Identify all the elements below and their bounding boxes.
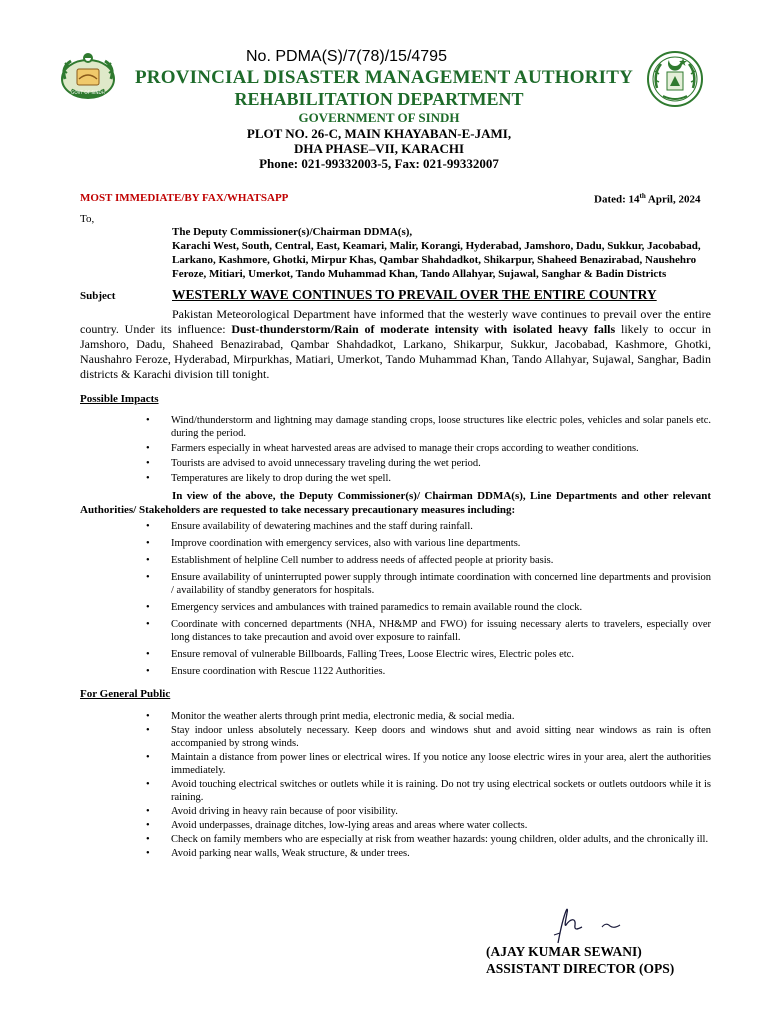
public-advice-item-text: Stay indoor unless absolutely necessary. Keep doors and windows shut and avoid sitting near windows as rain is often accompanied by strong winds.	[171, 725, 711, 749]
bullet-icon: •	[146, 725, 150, 736]
bullet-icon: •	[146, 666, 150, 677]
measure-item-text: Ensure coordination with Rescue 1122 Authorities.	[171, 666, 386, 677]
public-advice-item	[146, 819, 711, 832]
measure-item	[146, 601, 711, 614]
bullet-icon: •	[146, 806, 150, 817]
public-advice-item-text: Check on family members who are especially at risk from weather hazards: young children, older adults, and the chronically ill.	[171, 834, 709, 845]
measure-item	[146, 571, 711, 597]
public-advice-item-text: Maintain a distance from power lines or electrical wires. If you notice any loose electric wires in your area, alert the authorities immediately.	[171, 752, 711, 776]
public-advice-item-text: Avoid driving in heavy rain because of poor visibility.	[171, 806, 398, 817]
public-advice-list	[146, 710, 711, 861]
signatory-name: (AJAY KUMAR SEWANI)	[486, 944, 642, 959]
organization-name: PROVINCIAL DISASTER MANAGEMENT AUTHORITY	[134, 67, 634, 88]
impact-item-text: Farmers especially in wheat harvested areas are advised to manage their crops according to weather conditions.	[171, 443, 639, 454]
bullet-icon: •	[146, 415, 150, 426]
public-heading: For General Public	[80, 688, 171, 700]
measure-item	[146, 520, 711, 533]
measure-item-text: Establishment of helpline Cell number to address needs of affected people at priority basis.	[171, 555, 554, 566]
measure-item-text: Ensure availability of uninterrupted power supply through intimate coordination with concerned line departments and provision / availability of standby generators for hospitals.	[171, 572, 711, 596]
impact-item	[146, 457, 711, 470]
bullet-icon: •	[146, 834, 150, 845]
bullet-icon: •	[146, 649, 150, 660]
subject-label: Subject	[80, 290, 116, 302]
address-line-1: PLOT NO. 26-C, MAIN KHAYABAN-E-JAMI,	[246, 126, 512, 141]
public-advice-item-text: Avoid parking near walls, Weak structure, & under trees.	[171, 848, 410, 859]
public-advice-item	[146, 847, 711, 860]
impact-item	[146, 414, 711, 440]
bullet-icon: •	[146, 458, 150, 469]
measure-item	[146, 537, 711, 550]
urgency-label: MOST IMMEDIATE/BY FAX/WHATSAPP	[80, 192, 289, 204]
bullet-icon: •	[146, 619, 150, 630]
recipients-block: The Deputy Commissioner(s)/Chairman DDMA(s), Karachi West, South, Central, East, Keamari, Malir, Korangi, Hyderabad, Jamshoro, Dadu, Sukkur, Jacobabad, Larkano, Kashmore, Ghotki, Mirpur Khas, Qambar Shahdadkot, Shikarpur, Shaheed Benazirabad, Naushehro Feroze, Mitiari, Umerkot, Tando Muhammad Khan, Tando Allahyar, Sujawal, Sanghar & Badin Districts	[172, 226, 701, 280]
bullet-icon: •	[146, 602, 150, 613]
signatory-title: ASSISTANT DIRECTOR (OPS)	[486, 961, 675, 976]
public-advice-item	[146, 751, 711, 777]
department-name: REHABILITATION DEPARTMENT	[234, 89, 524, 109]
measure-item-text: Coordinate with concerned departments (NHA, NH&MP and FWO) for issuing necessary alerts to travelers, especially over long distances to take precaution and avoid over exposure to rainfall.	[171, 619, 711, 643]
measure-item	[146, 648, 711, 661]
address-line-2: DHA PHASE–VII, KARACHI	[293, 141, 465, 156]
bullet-icon: •	[146, 820, 150, 831]
bullet-icon: •	[146, 711, 150, 722]
measure-item	[146, 665, 711, 678]
bullet-icon: •	[146, 752, 150, 763]
measure-item-text: Ensure removal of vulnerable Billboards, Falling Trees, Loose Electric wires, Electric poles etc.	[171, 649, 574, 660]
reference-number: No. PDMA(S)/7(78)/15/4795	[246, 48, 447, 65]
bullet-icon: •	[146, 538, 150, 549]
bullet-icon: •	[146, 848, 150, 859]
public-advice-item	[146, 778, 711, 804]
impact-item	[146, 472, 711, 485]
bullet-icon: •	[146, 443, 150, 454]
measures-intro-paragraph: In view of the above, the Deputy Commissioner(s)/ Chairman DDMA(s), Line Departments and other relevant Authorities/ Stakeholders are requested to take necessary precautionary measures including:	[80, 490, 711, 516]
handwritten-signature	[540, 903, 650, 945]
public-advice-item	[146, 805, 711, 818]
bullet-icon: •	[146, 779, 150, 790]
subject-title: WESTERLY WAVE CONTINUES TO PREVAIL OVER THE ENTIRE COUNTRY	[172, 287, 657, 302]
impact-item	[146, 442, 711, 455]
intro-paragraph: Pakistan Meteorological Department have informed that the westerly wave continues to prevail over the entire country. Under its influence: Dust-thunderstorm/Rain of moderate intensity with isolated heavy falls likely to occur in Jamshoro, Dadu, Shaheed Benazirabad, Qambar Shahdadkot, Larkano, Shikarpur, Sukkur, Jacobabad, Kashmore, Ghotki, Naushahro Feroze, Hyderabad, Mirpurkhas, Matiari, Umerkot, Tando Muhammad Khan, Tando Allahyar, Sujawal, Sanghar, Badin districts & Karachi division till tonight.	[80, 307, 712, 381]
measure-item	[146, 618, 711, 644]
letter-date: Dated: 14th April, 2024	[594, 192, 701, 206]
measure-item-text: Improve coordination with emergency services, also with various line departments.	[171, 538, 521, 549]
impact-item-text: Wind/thunderstorm and lightning may damage standing crops, loose structures like electric poles, vehicles and solar panels etc. during the period.	[171, 415, 711, 439]
impact-item-text: Tourists are advised to avoid unnecessary traveling during the wet period.	[171, 458, 481, 469]
impacts-heading: Possible Impacts	[80, 393, 159, 405]
bullet-icon: •	[146, 521, 150, 532]
public-advice-item-text: Avoid underpasses, drainage ditches, low-lying areas and areas where water collects.	[171, 820, 528, 831]
to-label: To,	[80, 213, 95, 225]
impact-item-text: Temperatures are likely to drop during the wet spell.	[171, 473, 391, 484]
measure-item-text: Ensure availability of dewatering machines and the staff during rainfall.	[171, 521, 473, 532]
government-name: GOVERNMENT OF SINDH	[298, 110, 460, 125]
bullet-icon: •	[146, 555, 150, 566]
public-advice-item	[146, 724, 711, 750]
impacts-list	[146, 414, 711, 487]
measure-item	[146, 554, 711, 567]
phone-fax: Phone: 021-99332003-5, Fax: 021-99332007	[259, 156, 499, 171]
measures-list	[146, 520, 711, 682]
public-advice-item	[146, 833, 711, 846]
bullet-icon: •	[146, 572, 150, 583]
logo-text: GOVT OF SINDH	[71, 90, 105, 95]
public-advice-item-text: Monitor the weather alerts through print media, electronic media, & social media.	[171, 711, 515, 722]
measure-item-text: Emergency services and ambulances with trained paramedics to remain available round the clock.	[171, 602, 583, 613]
bullet-icon: •	[146, 473, 150, 484]
public-advice-item	[146, 710, 711, 723]
public-advice-item-text: Avoid touching electrical switches or outlets while it is raining. Do not try using electrical sockets or outlets outdoors while it is raining.	[171, 779, 711, 803]
